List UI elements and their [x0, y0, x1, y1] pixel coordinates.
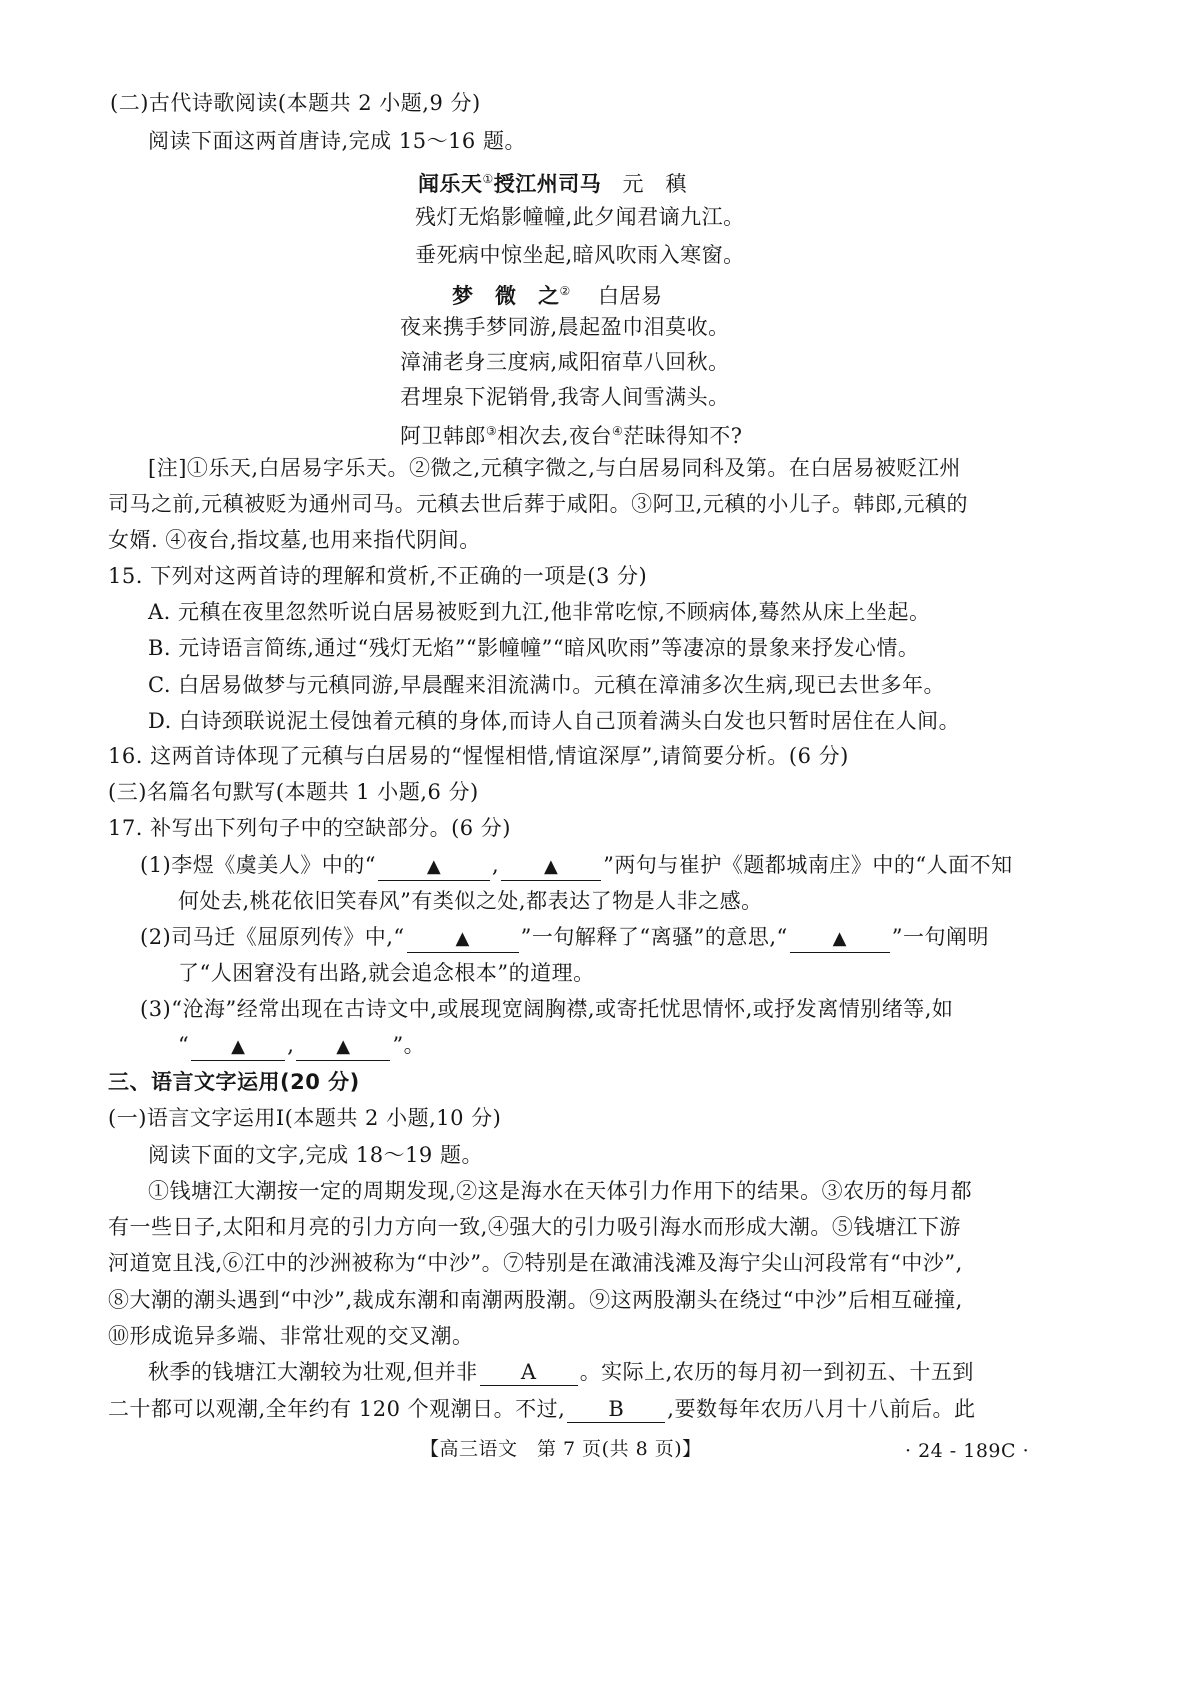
part-title: 三、语言文字运用(20 分): [108, 1070, 360, 1094]
q17-text: ,: [491, 853, 500, 877]
blank-a: A: [480, 1359, 578, 1386]
section-heading: (三)名篇名句默写(本题共 1 小题,6 分): [108, 780, 479, 804]
passage-line: ⑩形成诡异多端、非常壮观的交叉潮。: [108, 1324, 474, 1348]
passage-text: 。实际上,农历的每月初一到初五、十五到: [579, 1360, 974, 1384]
poem2-author: 白居易: [597, 284, 663, 308]
question-17-stem: 17. 补写出下列句子中的空缺部分。(6 分): [108, 816, 511, 840]
triangle-marker: ▲: [832, 928, 847, 949]
answer-blank: [501, 852, 601, 881]
poem1-title: [418, 164, 687, 199]
q17-text: ”一句解释了“离骚”的意思,“: [520, 925, 788, 949]
page-footer: 【高三语文 第 7 页(共 8 页)】: [420, 1438, 702, 1460]
triangle-marker: ▲: [231, 1036, 246, 1057]
q17-text: (2)司马迁《屈原列传》中,“: [140, 925, 405, 949]
question-15-stem: 15. 下列对这两首诗的理解和赏析,不正确的一项是(3 分): [108, 564, 648, 588]
passage-text: 二十都可以观潮,全年约有 120 个观潮日。不过,: [108, 1397, 566, 1421]
q17-part3: (3)“沧海”经常出现在古诗文中,或展现宽阔胸襟,或寄托忧思情怀,或抒发离情别绪等,如: [140, 997, 954, 1021]
question-16: 16. 这两首诗体现了元稹与白居易的“惺惺相惜,情谊深厚”,请简要分析。(6 分): [108, 744, 849, 768]
poem-line: 残灯无焰影幢幢,此夕闻君谪九江。: [415, 205, 745, 229]
poem-line: 君埋泉下泥销骨,我寄人间雪满头。: [400, 385, 730, 409]
q17-text: ”一句阐明: [891, 925, 990, 949]
answer-blank: [790, 924, 890, 953]
q17-part2: [140, 922, 989, 953]
footnote-mark: ②: [559, 284, 571, 298]
passage-line: ①钱塘江大潮按一定的周期发现,②这是海水在天体引力作用下的结果。③农历的每月都: [148, 1179, 973, 1203]
passage-line: ⑧大潮的潮头遇到“中沙”,裁成东潮和南潮两股潮。⑨这两股潮头在绕过“中沙”后相互碰撞,: [108, 1288, 963, 1312]
option-a: A. 元稹在夜里忽然听说白居易被贬到九江,他非常吃惊,不顾病体,蓦然从床上坐起。: [148, 600, 931, 624]
poem-line: 漳浦老身三度病,咸阳宿草八回秋。: [400, 350, 730, 374]
note-line: 司马之前,元稹被贬为通州司马。元稹去世后葬于咸阳。③阿卫,元稹的小儿子。韩郎,元稹的: [108, 492, 969, 516]
answer-blank: [378, 852, 490, 881]
q17-text: (1)李煜《虞美人》中的“: [140, 853, 376, 877]
option-b: B. 元诗语言简练,通过“残灯无焰”“影幢幢”“暗风吹雨”等凄凉的景象来抒发心情。: [148, 636, 920, 660]
poem2-title: [452, 276, 662, 311]
section-heading: (二)古代诗歌阅读(本题共 2 小题,9 分): [110, 91, 481, 115]
passage-text: ,要数每年农历八月十八前后。此: [667, 1397, 976, 1421]
poem2-title-text: 梦 微 之: [452, 284, 560, 308]
footnote-mark: ④: [611, 424, 624, 438]
poem-text: 阿卫韩郎: [400, 424, 486, 448]
poem-line: 垂死病中惊坐起,暗风吹雨入寒窗。: [415, 243, 745, 267]
note-line: [注]①乐天,白居易字乐天。②微之,元稹字微之,与白居易同科及第。在白居易被贬江州: [148, 456, 961, 480]
passage-line: 河道宽且浅,⑥江中的沙洲被称为“中沙”。⑦特别是在澉浦浅滩及海宁尖山河段常有“中沙”,: [108, 1251, 963, 1275]
poem-line: 夜来携手梦同游,晨起盈巾泪莫收。: [400, 315, 730, 339]
poem1-author: 元 稹: [622, 172, 687, 196]
footnote-mark: ③: [486, 424, 498, 438]
q17-part1: [140, 850, 1013, 881]
option-d: D. 白诗颈联说泥土侵蚀着元稹的身体,而诗人自己顶着满头白发也只暂时居住在人间。: [148, 709, 961, 733]
note-line: 女婿. ④夜台,指坟墓,也用来指代阴间。: [108, 528, 481, 552]
answer-blank: [191, 1032, 285, 1061]
poem1-title-text: 闻乐天: [418, 172, 483, 196]
option-c: C. 白居易做梦与元稹同游,早晨醒来泪流满巾。元稹在漳浦多次生病,现已去世多年。: [148, 673, 946, 697]
poem-text: 茫昧得知不?: [623, 424, 743, 448]
triangle-marker: ▲: [336, 1036, 351, 1057]
triangle-marker: ▲: [426, 856, 442, 877]
passage-line: 有一些日子,太阳和月亮的引力方向一致,④强大的引力吸引海水而形成大潮。⑤钱塘江下游: [108, 1215, 961, 1239]
triangle-marker: ▲: [455, 928, 470, 949]
section-heading: (一)语言文字运用Ⅰ(本题共 2 小题,10 分): [108, 1106, 502, 1130]
q17-part1-cont: 何处去,桃花依旧笑春风”有类似之处,都表达了物是人非之感。: [178, 889, 763, 913]
q17-text: ,: [287, 1033, 295, 1057]
poem-line-last: [400, 416, 742, 451]
q17-text: “: [178, 1033, 190, 1057]
passage-text: 秋季的钱塘江大潮较为壮观,但并非: [148, 1360, 478, 1384]
q17-part3-cont: [178, 1030, 425, 1061]
q17-text: ”。: [392, 1033, 426, 1057]
blank-b: B: [567, 1396, 665, 1423]
passage-line: [148, 1357, 974, 1387]
answer-blank: [407, 924, 519, 953]
q17-part2-cont: 了“人困窘没有出路,就会追念根本”的道理。: [178, 961, 595, 985]
q17-text: ”两句与崔护《题都城南庄》中的“人面不知: [603, 853, 1013, 877]
instruction: 阅读下面这两首唐诗,完成 15～16 题。: [148, 129, 526, 153]
answer-blank: [296, 1032, 390, 1061]
instruction: 阅读下面的文字,完成 18～19 题。: [148, 1143, 483, 1167]
paper-code: · 24 - 189C ·: [905, 1440, 1030, 1462]
footnote-mark: ①: [482, 172, 494, 186]
poem1-title-rest: 授江州司马: [493, 172, 602, 196]
poem-text: 相次去,夜台: [497, 424, 612, 448]
passage-line: [108, 1394, 975, 1424]
triangle-marker: ▲: [544, 856, 559, 877]
